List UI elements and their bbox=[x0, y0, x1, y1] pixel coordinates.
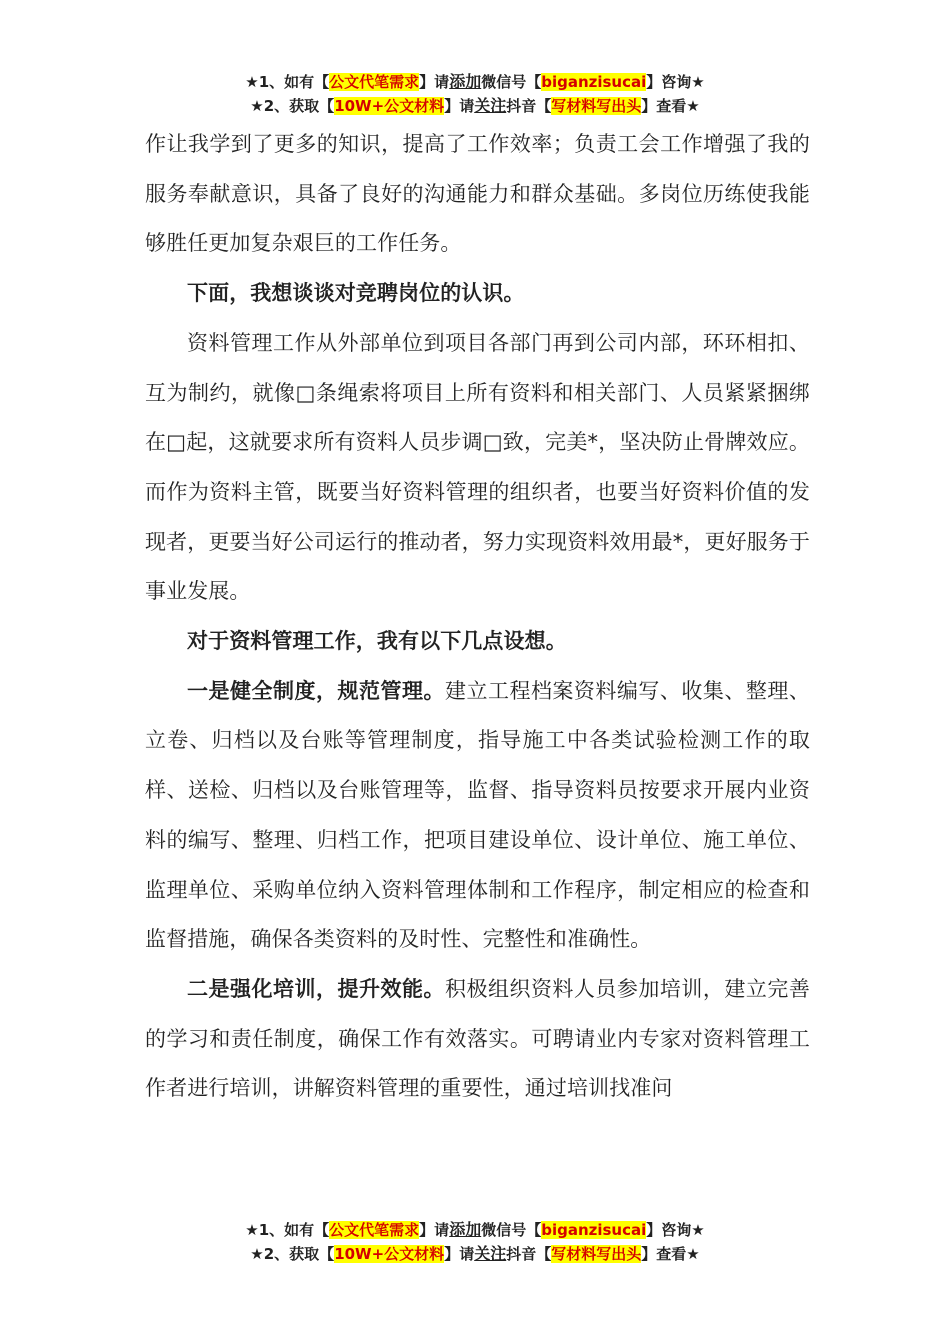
banner-highlight: 公文代笔需求 bbox=[329, 1221, 420, 1239]
banner-highlight: biganzisucai bbox=[541, 73, 647, 91]
banner-text: 微信号【 bbox=[481, 1221, 542, 1239]
paragraph-6-lead: 二是强化培训，提升效能。 bbox=[187, 976, 445, 1001]
banner-highlight: 写材料写出头 bbox=[551, 97, 642, 115]
banner-highlight: biganzisucai bbox=[541, 1221, 647, 1239]
paragraph-6 bbox=[145, 965, 810, 1114]
banner-line-2 bbox=[0, 94, 950, 118]
header-banner bbox=[0, 70, 950, 118]
footer-banner bbox=[0, 1218, 950, 1266]
banner-text: 】查看★ bbox=[641, 1245, 700, 1263]
banner-text: 抖音【 bbox=[506, 97, 552, 115]
banner-keyword: 添加 bbox=[449, 72, 482, 91]
banner-highlight: 公文代笔需求 bbox=[329, 73, 420, 91]
banner-keyword: 关注 bbox=[474, 1244, 507, 1263]
banner-keyword: 关注 bbox=[474, 96, 507, 115]
paragraph-2-heading: 下面，我想谈谈对竞聘岗位的认识。 bbox=[187, 281, 525, 306]
banner-text: 】查看★ bbox=[641, 97, 700, 115]
banner-text: ★1、如有【 bbox=[245, 73, 330, 91]
banner-keyword: 添加 bbox=[449, 1220, 482, 1239]
paragraph-5-lead: 一是健全制度，规范管理。 bbox=[187, 678, 445, 703]
paragraph-5 bbox=[145, 667, 810, 965]
document-body bbox=[145, 120, 810, 1114]
banner-highlight: 10W+公文材料 bbox=[334, 1245, 445, 1263]
paragraph-4-heading: 对于资料管理工作，我有以下几点设想。 bbox=[187, 629, 567, 654]
banner-text: 】请 bbox=[444, 1245, 475, 1263]
banner-text: 微信号【 bbox=[481, 73, 542, 91]
banner-text: ★2、获取【 bbox=[250, 97, 335, 115]
banner-text: 】请 bbox=[419, 1221, 450, 1239]
paragraph-3: 资料管理工作从外部单位到项目各部门再到公司内部，环环相扣、互为制约，就像□条绳索将项目上所有资料和相关部门、人员紧紧捆绑在□起，这就要求所有资料人员步调□致，完美*，坚决防止骨牌效应。而作为资料主管，既要当好资料管理的组织者，也要当好资料价值的发现者，更要当好公司运行的推动者，努力实现资料效用最*，更好服务于事业发展。 bbox=[145, 330, 810, 604]
banner-text: 抖音【 bbox=[506, 1245, 552, 1263]
banner-text: 】请 bbox=[419, 73, 450, 91]
banner-text: 】请 bbox=[444, 97, 475, 115]
banner-line-1 bbox=[0, 70, 950, 94]
paragraph-5-text: 建立工程档案资料编写、收集、整理、立卷、归档以及台账等管理制度，指导施工中各类试验检测工作的取样、送检、归档以及台账管理等，监督、指导资料员按要求开展内业资料的编写、整理、归档工作，把项目建设单位、设计单位、施工单位、监理单位、采购单位纳入资料管理体制和工作程序，制定相应的检查和监督措施，确保各类资料的及时性、完整性和准确性。 bbox=[145, 678, 810, 952]
banner-text: ★1、如有【 bbox=[245, 1221, 330, 1239]
banner-line-2 bbox=[0, 1242, 950, 1266]
banner-highlight: 10W+公文材料 bbox=[334, 97, 445, 115]
banner-text: ★2、获取【 bbox=[250, 1245, 335, 1263]
banner-line-1 bbox=[0, 1218, 950, 1242]
paragraph-6-text: 积极组织资料人员参加培训，建立完善的学习和责任制度，确保工作有效落实。可聘请业内专家对资料管理工作者进行培训，讲解资料管理的重要性，通过培训找准问 bbox=[145, 976, 810, 1101]
paragraph-1: 作让我学到了更多的知识，提高了工作效率；负责工会工作增强了我的服务奉献意识，具备了良好的沟通能力和群众基础。多岗位历练使我能够胜任更加复杂艰巨的工作任务。 bbox=[145, 132, 810, 256]
banner-text: 】咨询★ bbox=[646, 1221, 705, 1239]
banner-highlight: 写材料写出头 bbox=[551, 1245, 642, 1263]
banner-text: 】咨询★ bbox=[646, 73, 705, 91]
